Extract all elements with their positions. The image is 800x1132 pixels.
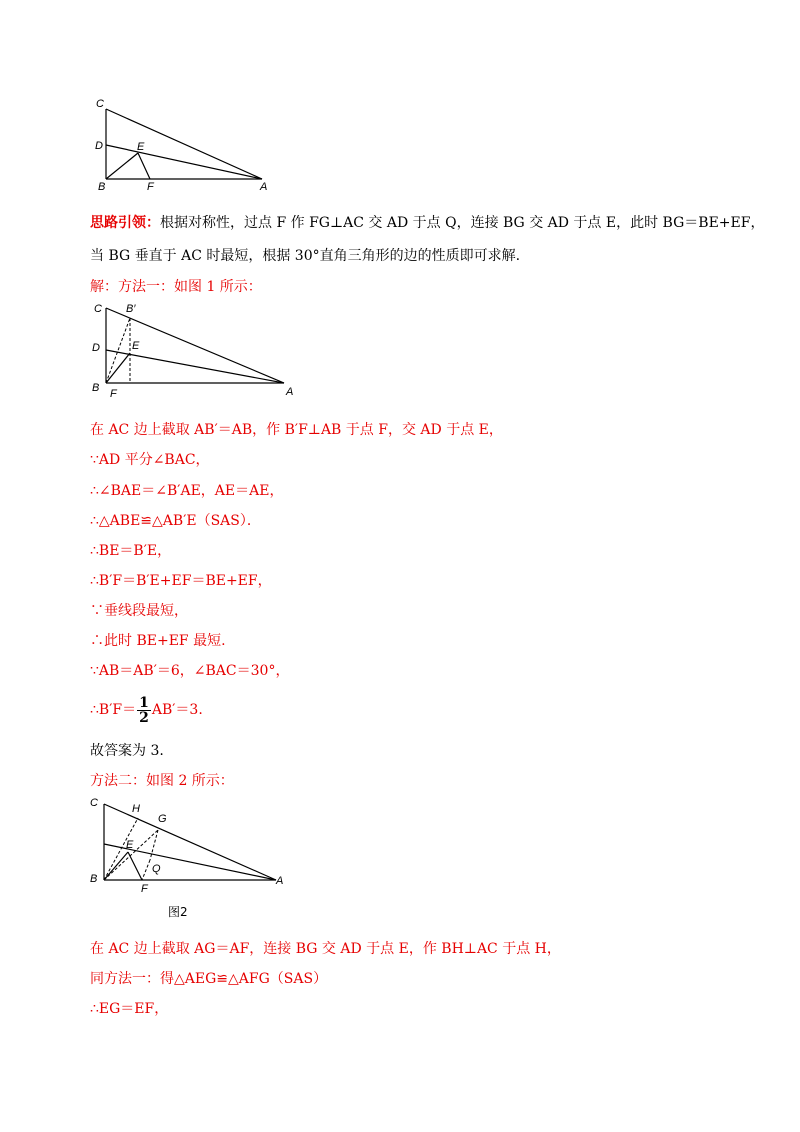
method1-step-9: ∵AB＝AB′＝6，∠BAC＝30°，: [90, 663, 290, 679]
label-D: D: [95, 140, 103, 152]
label-D: D: [92, 342, 100, 354]
label-A: A: [260, 181, 268, 193]
method1-step-8: ∴此时 BE+EF 最短.: [90, 633, 226, 649]
fraction-numerator: 1: [139, 694, 149, 711]
label-B: B: [90, 873, 98, 885]
figure-1: [88, 298, 308, 403]
hint-line-2: 当 BG 垂直于 AC 时最短，根据 30°直角三角形的边的性质即可求解.: [90, 248, 521, 264]
label-B-prime: B′: [126, 303, 136, 315]
method1-step-5: ∴BE＝B′E，: [90, 543, 172, 559]
hint-line-1: [90, 213, 764, 233]
label-A: A: [276, 875, 284, 887]
label-Q: Q: [152, 863, 161, 875]
method1-step-3: ∴∠BAE＝∠B′AE，AE＝AE，: [90, 483, 284, 499]
method1-final: [90, 694, 203, 726]
answer-line: 故答案为 3.: [90, 743, 164, 759]
method2-step-3: ∴EG＝EF，: [90, 1001, 169, 1017]
hint-text-1: 根据对称性，过点 F 作 FG⊥AC 交 AD 于点 Q，连接 BG 交 AD 于点 E，此时 BG＝BE+EF，: [160, 215, 765, 231]
label-G: G: [158, 813, 167, 825]
fraction-denominator: 2: [139, 709, 149, 726]
method2-step-1: 在 AC 边上截取 AG＝AF，连接 BG 交 AD 于点 E，作 BH⊥AC 于点 H，: [90, 941, 561, 957]
method1-step-7: ∵垂线段最短，: [90, 603, 188, 619]
label-C: C: [94, 303, 102, 315]
figure-triangle-top: [90, 95, 285, 195]
method1-step-4: ∴△ABE≌△AB′E（SAS）．: [90, 513, 261, 529]
label-A: A: [286, 386, 294, 398]
method1-step-1: 在 AC 边上截取 AB′＝AB，作 B′F⊥AB 于点 F，交 AD 于点 E，: [90, 422, 503, 438]
label-B: B: [92, 382, 100, 394]
label-B: B: [98, 181, 106, 193]
label-F: F: [141, 883, 148, 895]
final-prefix: ∴B′F＝: [90, 702, 137, 718]
final-suffix: AB′＝3.: [151, 702, 203, 718]
fraction-one-half: [137, 696, 151, 725]
label-C: C: [96, 98, 104, 110]
method2-step-2: 同方法一：得△AEG≌△AFG（SAS）: [90, 971, 328, 987]
hint-title: 思路引领：: [90, 215, 160, 231]
label-E: E: [132, 340, 140, 352]
label-C: C: [90, 797, 98, 809]
method1-step-2: ∵AD 平分∠BAC，: [90, 452, 210, 468]
label-H: H: [132, 803, 140, 815]
figure-caption: 图2: [168, 905, 188, 919]
label-E: E: [126, 839, 134, 851]
figure-2: [86, 792, 296, 924]
method1-step-6: ∴B′F＝B′E+EF＝BE+EF，: [90, 573, 272, 589]
method1-heading: 解：方法一：如图 1 所示：: [90, 279, 262, 295]
label-F: F: [147, 181, 154, 193]
label-F: F: [110, 388, 117, 400]
label-E: E: [137, 141, 145, 153]
method2-heading: 方法二：如图 2 所示：: [90, 773, 234, 789]
